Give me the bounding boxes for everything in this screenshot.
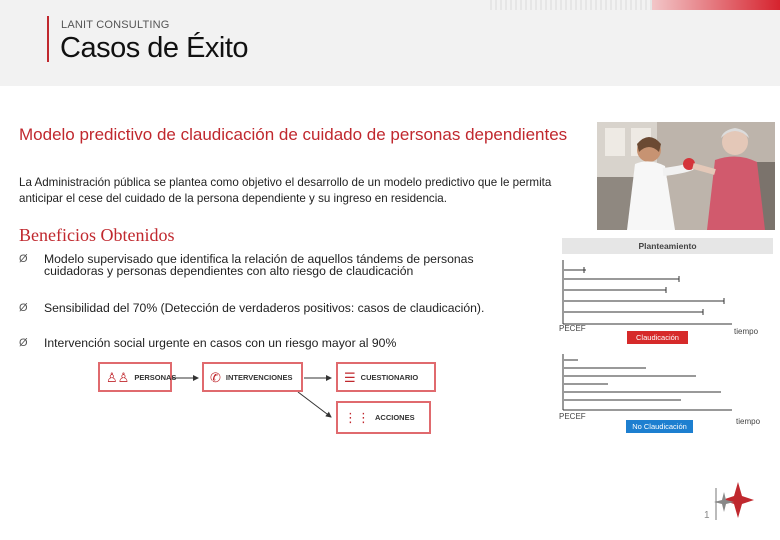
benefit-text: Modelo supervisado que identifica la relación de aquellos tándems de personas cuidadoras y personas dependientes con alto riesgo de claudicación xyxy=(44,252,474,278)
company-name: LANIT CONSULTING xyxy=(61,19,170,31)
benefit-text: Sensibilidad del 70% (Detección de verdaderos positivos: casos de claudicación). xyxy=(44,301,485,315)
case-title: Modelo predictivo de claudicación de cuidado de personas dependientes xyxy=(19,125,568,144)
benefit-item xyxy=(19,338,494,350)
bullet-icon: Ø xyxy=(19,253,28,265)
page-number: 1 xyxy=(704,510,710,521)
benefit-item xyxy=(19,303,494,315)
planteamiento-diagram xyxy=(556,234,776,444)
intervenciones-node xyxy=(202,362,303,392)
page-title: Casos de Éxito xyxy=(60,32,249,64)
process-flow xyxy=(93,355,438,440)
cuestionario-label: CUESTIONARIO xyxy=(360,372,419,382)
personas-node xyxy=(98,362,177,392)
intervenciones-label: INTERVENCIONES xyxy=(225,372,293,382)
axis-label-pecef: PECEF xyxy=(559,324,586,333)
case-description: La Administración pública se plantea como objetivo el desarrollo de un modelo predictivo que le permita anticipar el cese del cuidado de la persona dependiente y su ingreso en residencia. xyxy=(19,176,552,205)
no-claudicacion-badge: No Claudicación xyxy=(626,420,693,433)
lanit-logo xyxy=(712,480,754,524)
axis-label-pecef: PECEF xyxy=(559,412,586,421)
personas-label: PERSONAS xyxy=(134,372,177,382)
people-icon: ♙♙ xyxy=(106,369,130,385)
phone-icon: ✆ xyxy=(210,369,221,385)
axis-label-tiempo: tiempo xyxy=(734,327,759,336)
footsteps-icon: ⋮⋮ xyxy=(344,410,370,425)
flow-arrow xyxy=(298,392,331,417)
planteamiento-header: Planteamiento xyxy=(562,238,773,254)
cuestionario-node xyxy=(336,362,436,392)
header-accent-bar xyxy=(652,0,780,10)
bullet-icon: Ø xyxy=(19,302,28,314)
acciones-node xyxy=(336,401,431,434)
lanit-logo-mark xyxy=(712,480,754,524)
benefits-title: Beneficios Obtenidos xyxy=(19,225,175,245)
caregiver-photo xyxy=(597,122,775,230)
axis-label-tiempo: tiempo xyxy=(736,417,761,426)
clipboard-icon: ☰ xyxy=(344,369,356,385)
header xyxy=(0,0,780,86)
benefit-text: Intervención social urgente en casos con un riesgo mayor al 90% xyxy=(44,336,397,350)
title-accent-line xyxy=(47,16,49,62)
acciones-label: ACCIONES xyxy=(375,413,415,422)
bullet-icon: Ø xyxy=(19,337,28,349)
benefit-item xyxy=(19,254,494,277)
claudicacion-badge: Claudicación xyxy=(627,331,688,344)
caregiver-photo-illustration xyxy=(597,122,775,230)
